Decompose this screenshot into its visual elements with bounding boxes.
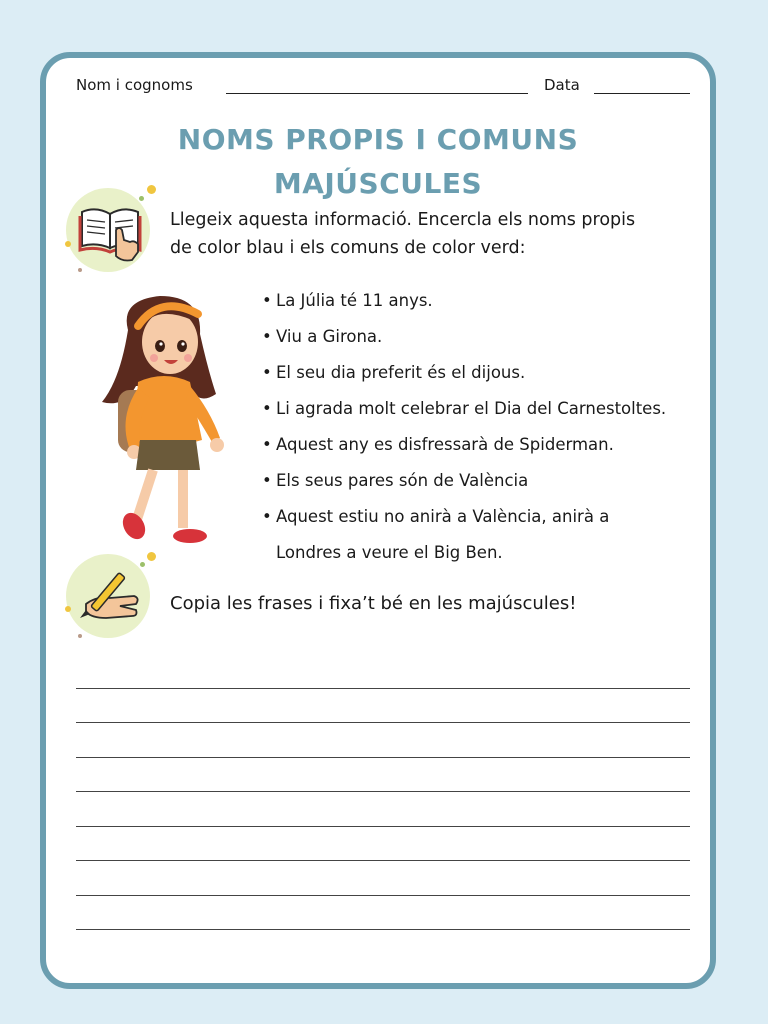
writing-line[interactable]	[76, 792, 690, 827]
writing-line[interactable]	[76, 758, 690, 793]
writing-line[interactable]	[76, 689, 690, 724]
writing-line[interactable]	[76, 827, 690, 862]
list-item: • Els seus pares són de València	[262, 471, 529, 490]
deco-dot	[65, 606, 71, 612]
open-book-hand-icon	[78, 204, 144, 262]
instruction-line-2: de color blau i els comuns de color verd:	[170, 238, 526, 258]
title-line-1: NOMS PROPIS I COMUNS	[177, 123, 579, 156]
writing-line[interactable]	[76, 896, 690, 931]
header-row	[76, 76, 684, 98]
deco-dot	[78, 268, 82, 272]
list-item: • Aquest estiu no anirà a València, anirà a	[262, 507, 610, 526]
date-label: Data	[544, 76, 580, 94]
instruction-line-1: Llegeix aquesta informació. Encercla els noms propis	[170, 210, 636, 230]
list-item: • El seu dia preferit és el dijous.	[262, 363, 526, 382]
list-item: • Aquest any es disfressarà de Spiderman.	[262, 435, 614, 454]
page-title	[46, 118, 710, 206]
writing-line[interactable]	[76, 861, 690, 896]
hand-writing-pencil-icon	[76, 566, 148, 626]
date-field-line[interactable]	[594, 93, 690, 94]
deco-dot	[78, 634, 82, 638]
name-label: Nom i cognoms	[76, 76, 193, 94]
name-field-line[interactable]	[226, 93, 528, 94]
deco-dot	[147, 185, 156, 194]
girl-with-backpack-illustration	[90, 290, 250, 560]
writing-line[interactable]	[76, 723, 690, 758]
writing-area[interactable]	[76, 654, 690, 930]
sentence-list	[262, 283, 722, 571]
deco-dot	[147, 552, 156, 561]
deco-dot	[65, 241, 71, 247]
worksheet	[40, 52, 716, 989]
list-item: • La Júlia té 11 anys.	[262, 291, 433, 310]
list-item-continuation: Londres a veure el Big Ben.	[276, 543, 503, 562]
list-item: • Li agrada molt celebrar el Dia del Carnestoltes.	[262, 399, 667, 418]
writing-line[interactable]	[76, 654, 690, 689]
title-line-2: MAJÚSCULES	[273, 167, 483, 200]
deco-dot	[139, 196, 144, 201]
reading-instructions	[170, 206, 710, 262]
copy-instruction: Copia les frases i fixa’t bé en les majúscules!	[170, 593, 577, 614]
list-item: • Viu a Girona.	[262, 327, 383, 346]
